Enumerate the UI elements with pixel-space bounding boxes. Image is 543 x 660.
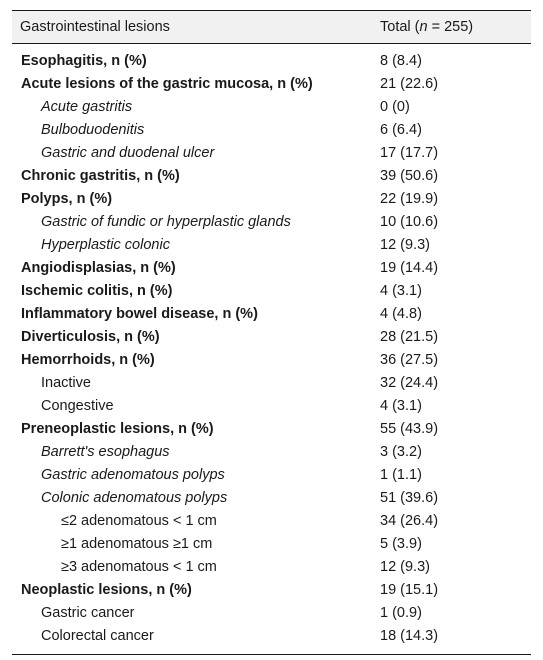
row-value: 34 (26.4) xyxy=(380,513,439,529)
row-value: 19 (15.1) xyxy=(380,582,439,598)
row-label: Colonic adenomatous polyps xyxy=(41,490,228,506)
row-label: Gastric cancer xyxy=(41,605,135,621)
table-row xyxy=(12,211,531,234)
row-label: Chronic gastritis, n (%) xyxy=(21,168,180,184)
row-value: 28 (21.5) xyxy=(380,329,439,345)
row-value: 19 (14.4) xyxy=(380,260,439,276)
row-label: Bulboduodenitis xyxy=(41,122,145,138)
row-value: 51 (39.6) xyxy=(380,490,439,506)
table-row xyxy=(12,73,531,96)
row-value: 0 (0) xyxy=(380,99,410,115)
row-label: Hemorrhoids, n (%) xyxy=(21,352,155,368)
row-label: Acute lesions of the gastric mucosa, n (%) xyxy=(21,76,313,92)
table-row xyxy=(12,441,531,464)
header-row xyxy=(12,11,531,44)
header-total-n: n xyxy=(419,19,428,35)
table-row xyxy=(12,188,531,211)
table-row xyxy=(12,464,531,487)
row-value: 12 (9.3) xyxy=(380,237,430,253)
row-value: 17 (17.7) xyxy=(380,145,439,161)
row-label: Polyps, n (%) xyxy=(21,191,113,207)
table-row xyxy=(12,602,531,625)
row-value: 10 (10.6) xyxy=(380,214,439,230)
row-value: 21 (22.6) xyxy=(380,76,439,92)
row-label: Esophagitis, n (%) xyxy=(21,53,147,69)
row-label: ≥3 adenomatous < 1 cm xyxy=(61,559,217,575)
row-value: 18 (14.3) xyxy=(380,628,439,644)
row-value: 36 (27.5) xyxy=(380,352,439,368)
row-label: ≥1 adenomatous ≥1 cm xyxy=(61,536,213,552)
row-value: 55 (43.9) xyxy=(380,421,439,437)
table-row xyxy=(12,395,531,418)
table-row xyxy=(12,349,531,372)
row-value: 4 (3.1) xyxy=(380,398,422,414)
row-value: 3 (3.2) xyxy=(380,444,422,460)
row-label: Hyperplastic colonic xyxy=(41,237,170,253)
table-row xyxy=(12,625,531,655)
row-value: 6 (6.4) xyxy=(380,122,422,138)
row-value: 22 (19.9) xyxy=(380,191,439,207)
lesions-table-container xyxy=(12,10,531,655)
lesions-table xyxy=(12,10,531,655)
table-row xyxy=(12,165,531,188)
row-label: Gastric adenomatous polyps xyxy=(41,467,225,483)
table-row xyxy=(12,326,531,349)
row-label: Preneoplastic lesions, n (%) xyxy=(21,421,214,437)
row-label: Inflammatory bowel disease, n (%) xyxy=(21,306,258,322)
row-value: 4 (3.1) xyxy=(380,283,422,299)
table-row xyxy=(12,533,531,556)
table-row xyxy=(12,487,531,510)
table-row xyxy=(12,372,531,395)
row-value: 8 (8.4) xyxy=(380,53,422,69)
row-label: Angiodisplasias, n (%) xyxy=(21,260,176,276)
header-total-suffix: = 255) xyxy=(427,19,474,35)
table-row xyxy=(12,257,531,280)
header-lesions: Gastrointestinal lesions xyxy=(20,19,170,35)
table-row xyxy=(12,303,531,326)
table-row xyxy=(12,142,531,165)
table-row xyxy=(12,280,531,303)
row-value: 32 (24.4) xyxy=(380,375,439,391)
row-label: Ischemic colitis, n (%) xyxy=(21,283,173,299)
table-row xyxy=(12,556,531,579)
row-value: 5 (3.9) xyxy=(380,536,422,552)
row-label: ≤2 adenomatous < 1 cm xyxy=(61,513,217,529)
table-body xyxy=(12,44,531,655)
row-label: Colorectal cancer xyxy=(41,628,154,644)
table-row xyxy=(12,418,531,441)
row-label: Acute gastritis xyxy=(41,99,133,115)
table-row xyxy=(12,119,531,142)
row-value: 1 (1.1) xyxy=(380,467,422,483)
row-label: Congestive xyxy=(41,398,114,414)
row-label: Gastric and duodenal ulcer xyxy=(41,145,215,161)
row-label: Gastric of fundic or hyperplastic glands xyxy=(41,214,291,230)
row-label: Diverticulosis, n (%) xyxy=(21,329,160,345)
table-row xyxy=(12,234,531,257)
row-value: 12 (9.3) xyxy=(380,559,430,575)
header-total xyxy=(372,11,531,44)
header-total-prefix: Total ( xyxy=(380,19,420,35)
table-row xyxy=(12,44,531,74)
table-row xyxy=(12,96,531,119)
row-label: Inactive xyxy=(41,375,91,391)
table-row xyxy=(12,579,531,602)
row-value: 4 (4.8) xyxy=(380,306,422,322)
table-header xyxy=(12,11,531,44)
row-label: Neoplastic lesions, n (%) xyxy=(21,582,192,598)
row-label: Barrett's esophagus xyxy=(41,444,170,460)
row-value: 1 (0.9) xyxy=(380,605,422,621)
table-row xyxy=(12,510,531,533)
row-value: 39 (50.6) xyxy=(380,168,439,184)
